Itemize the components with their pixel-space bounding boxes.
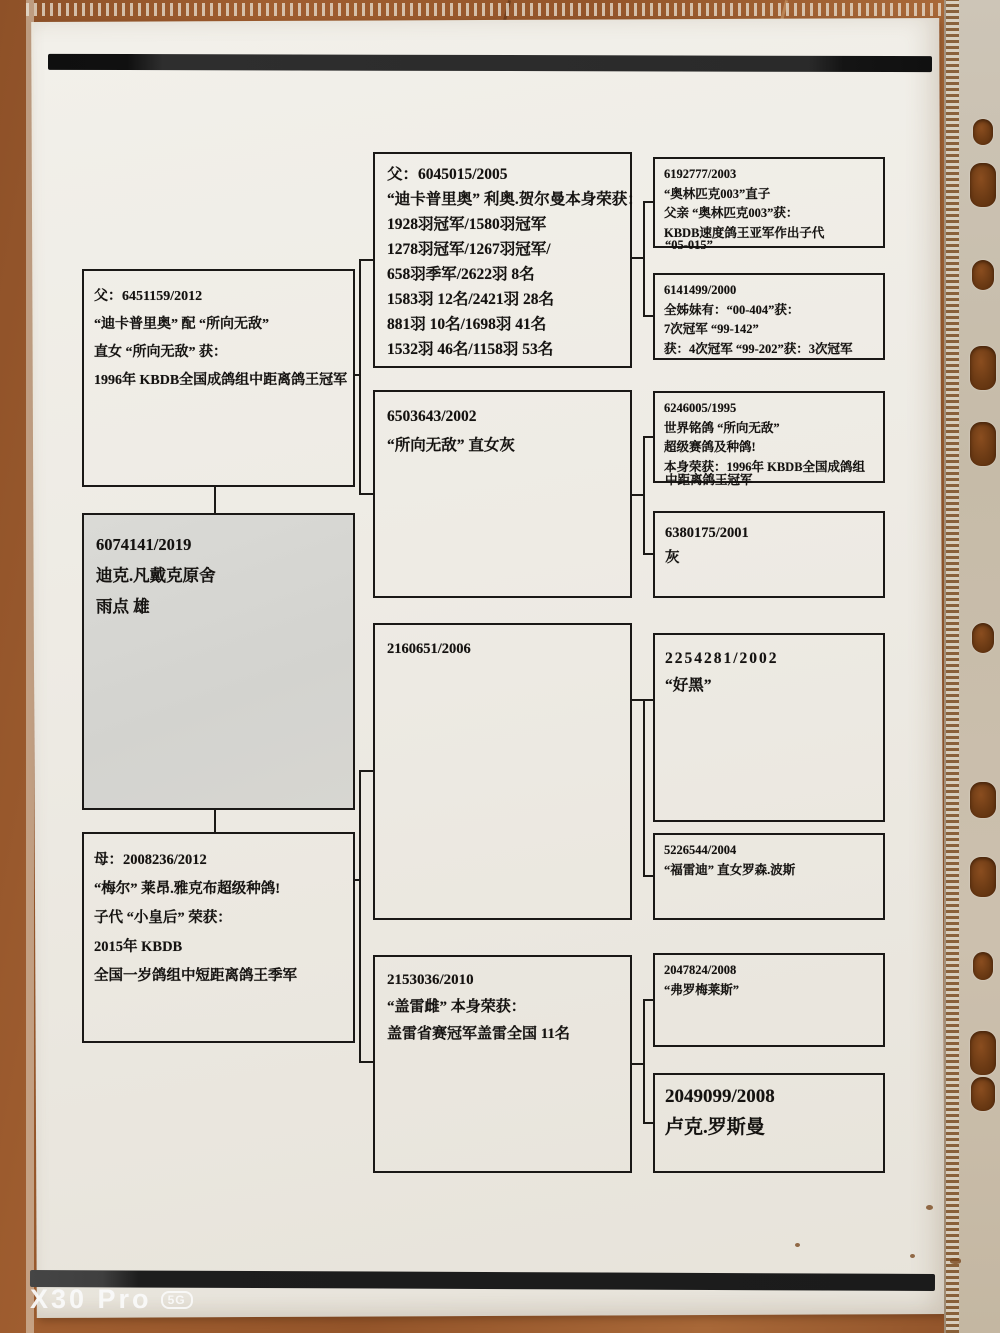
sheet-protector-left-edge <box>26 0 34 1333</box>
pedigree-connector <box>361 259 373 261</box>
great-grandparent-box-2 <box>653 273 885 360</box>
pedigree-text-line: 881羽 10名/1698羽 41名 <box>387 316 547 333</box>
pedigree-connector <box>643 201 645 317</box>
pedigree-text-line: 超级赛鸽及种鸽! <box>664 440 756 454</box>
pedigree-connector <box>645 436 653 438</box>
father-box <box>82 269 355 487</box>
mother-box <box>82 832 355 1043</box>
pedigree-text-line: “奥林匹克003”直子 <box>664 186 771 201</box>
pedigree-text-line: 世界铭鸽 “所向无敌” <box>664 420 780 435</box>
pedigree-text-line: 获：4次冠军 “99-202”获：3次冠军 <box>664 341 853 356</box>
pedigree-text-line: “福雷迪” 直女罗森.波斯 <box>664 862 796 877</box>
sheet-protector-top-edge <box>26 3 946 16</box>
pedigree-connector <box>643 999 645 1124</box>
pedigree-text-line: 6380175/2001 <box>665 525 749 541</box>
binder-hole <box>970 422 996 466</box>
great-grandparent-box-6 <box>653 833 885 920</box>
pedigree-text-line: 父：6045015/2005 <box>387 166 508 183</box>
pedigree-connector <box>632 494 643 496</box>
pedigree-connector <box>645 699 653 701</box>
watermark-device-label: X30 Pro <box>30 1284 152 1314</box>
sheet-protector-right-margin <box>944 0 1000 1333</box>
pedigree-text-line: 1278羽冠军/1267羽冠军/ <box>387 241 551 258</box>
pedigree-text-line: 6074141/2019 <box>96 535 192 554</box>
pedigree-connector <box>632 699 643 701</box>
binder-hole <box>970 857 996 897</box>
pedigree-connector <box>645 553 653 555</box>
pedigree-text-line: 6192777/2003 <box>664 167 737 181</box>
pedigree-connector <box>645 315 653 317</box>
subject-box <box>82 513 355 810</box>
pedigree-connector <box>645 201 653 203</box>
pedigree-text-line: 盖雷省赛冠军盖雷全国 11名 <box>387 1026 570 1042</box>
great-grandparent-box-8 <box>653 1073 885 1173</box>
pedigree-text-line: “梅尔” 莱昂.雅克布超级种鸽! <box>94 881 281 897</box>
pedigree-text-line: “盖雷雌” 本身荣获： <box>387 999 526 1015</box>
pedigree-text-line: 2160651/2006 <box>387 641 471 657</box>
pedigree-text-line: 父：6451159/2012 <box>94 289 203 304</box>
pedigree-text-line: 卢克.罗斯曼 <box>665 1117 765 1138</box>
binder-hole <box>972 623 994 653</box>
pedigree-text-line: 灰 <box>665 550 680 566</box>
pedigree-connector <box>361 1061 373 1063</box>
pedigree-text-line: 全姊妹有：“00-404”获： <box>664 302 800 317</box>
pedigree-text-line: 6246005/1995 <box>664 401 737 415</box>
pedigree-text-line: 中距离鸽王冠军 <box>665 472 753 487</box>
pedigree-connector <box>214 810 216 832</box>
pedigree-text-line: KBDB速度鸽王亚军作出子代 <box>664 225 825 240</box>
great-grandparent-box-5 <box>653 633 885 822</box>
great-grandparent-box-3 <box>653 391 885 487</box>
great-grandparent-box-1 <box>653 157 885 252</box>
pedigree-text-line: 2015年 KBDB <box>94 939 183 955</box>
pedigree-text-line: “05-015” <box>665 237 713 252</box>
pedigree-connector <box>361 493 373 495</box>
binder-hole <box>973 952 993 980</box>
pedigree-connector <box>643 699 645 877</box>
binder-hole <box>970 782 996 818</box>
pedigree-connector <box>359 259 361 495</box>
sheet-protector-crimped-edge <box>946 0 959 1333</box>
pedigree-connector <box>632 1063 643 1065</box>
stain-speck <box>910 1254 915 1258</box>
pedigree-text-line: 658羽季军/2622羽 8名 <box>387 266 535 283</box>
pedigree-text-line: 1532羽 46名/1158羽 53名 <box>387 341 554 358</box>
pedigree-connector <box>645 875 653 877</box>
binder-hole <box>973 119 993 145</box>
maternal-grandfather-box <box>373 623 632 920</box>
camera-watermark <box>30 1284 193 1315</box>
pedigree-text-line: 6141499/2000 <box>664 283 737 297</box>
pedigree-text-line: 6503643/2002 <box>387 408 477 425</box>
maternal-grandmother-box <box>373 955 632 1173</box>
pedigree-connector <box>361 770 373 772</box>
pedigree-connector <box>214 487 216 513</box>
pedigree-text-line: 1583羽 12名/2421羽 28名 <box>387 291 555 308</box>
paternal-grandfather-box <box>373 152 643 368</box>
pedigree-text-line: “所向无敌” 直女灰 <box>387 437 515 454</box>
stain-speck <box>926 1205 933 1210</box>
pedigree-text-line: 子代 “小皇后” 荣获： <box>94 910 232 926</box>
pedigree-text-line: 全国一岁鸽组中短距离鸽王季军 <box>94 968 297 984</box>
pedigree-text-line: “迪卡普里奥” 利奥.贺尔曼本身荣获： <box>387 191 643 208</box>
pedigree-text-line: 父亲 “奥林匹克003”获： <box>664 206 799 220</box>
pedigree-text-line: 5226544/2004 <box>664 843 737 857</box>
pedigree-connector <box>632 257 643 259</box>
pedigree-text-line: 2049099/2008 <box>665 1086 775 1107</box>
watermark-5g-badge: 5G <box>161 1291 193 1309</box>
paternal-grandmother-box <box>373 390 632 598</box>
pedigree-text-line: 本身荣获：1996年 KBDB全国成鸽组 <box>664 459 866 474</box>
stain-speck <box>795 1243 800 1247</box>
pedigree-connector <box>359 770 361 1063</box>
stain-speck <box>950 1258 961 1264</box>
binder-hole <box>970 163 996 207</box>
binder-hole <box>970 1031 996 1075</box>
pedigree-text-line: 2047824/2008 <box>664 963 737 977</box>
pedigree-text-line: 7次冠军 “99-142” <box>664 322 759 336</box>
pedigree-connector <box>643 436 645 555</box>
pedigree-text-line: 2153036/2010 <box>387 972 474 988</box>
pedigree-text-line: “弗罗梅莱斯” <box>664 982 740 997</box>
binder-hole <box>970 346 996 390</box>
pedigree-connector <box>645 999 653 1001</box>
pedigree-text-line: 直女 “所向无敌” 获： <box>94 345 227 360</box>
pedigree-text-line: 母：2008236/2012 <box>94 852 207 868</box>
binder-hole <box>971 1077 995 1111</box>
pedigree-text-line: 迪克.凡戴克原舍 <box>96 566 216 585</box>
pedigree-connector <box>645 1122 653 1124</box>
binder-hole <box>972 260 994 290</box>
pedigree-text-line: 1928羽冠军/1580羽冠军 <box>387 216 547 233</box>
pedigree-text-line: 雨点 雄 <box>96 597 150 616</box>
top-divider-bar <box>48 54 932 72</box>
pedigree-text-line: “好黑” <box>665 677 712 694</box>
great-grandparent-box-4 <box>653 511 885 598</box>
great-grandparent-box-7 <box>653 953 885 1047</box>
pedigree-text-line: 2254281/2002 <box>665 650 779 667</box>
pedigree-text-line: 1996年 KBDB全国成鸽组中距离鸽王冠军 <box>94 373 348 388</box>
pedigree-text-line: “迪卡普里奥” 配 “所向无敌” <box>94 317 269 332</box>
